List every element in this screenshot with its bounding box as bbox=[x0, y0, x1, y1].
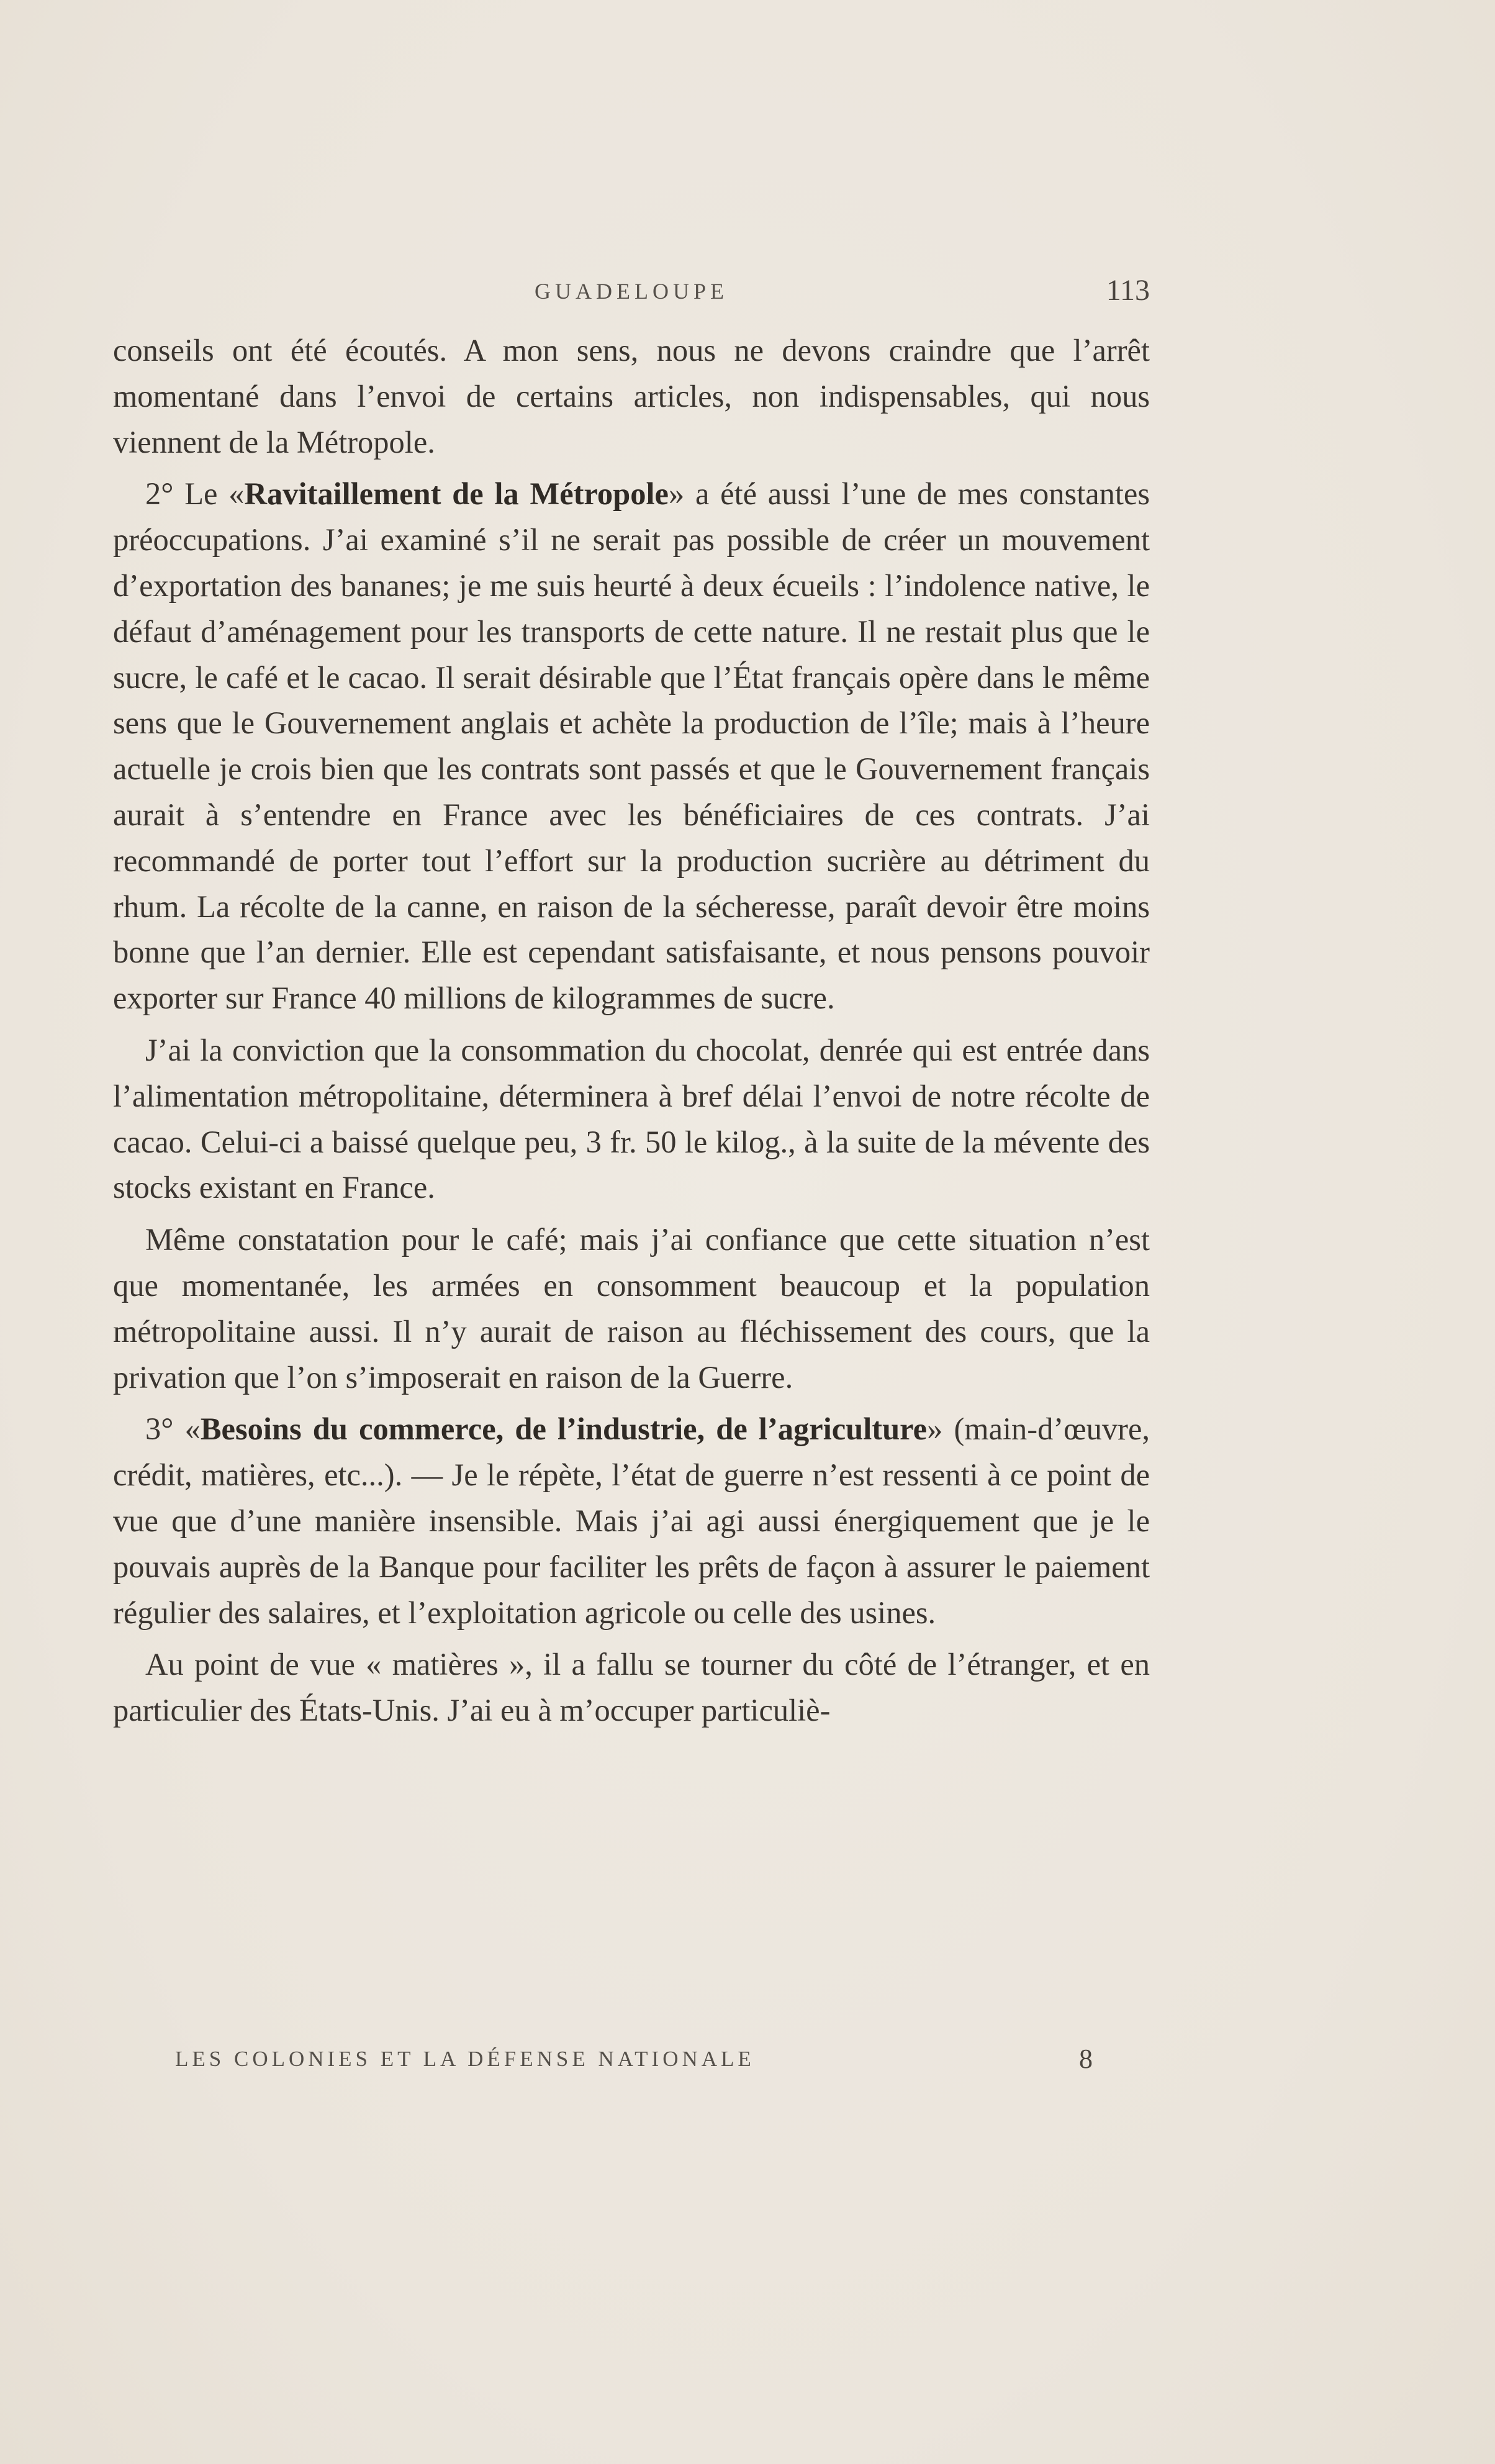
paragraph-besoins bbox=[113, 1406, 1150, 1636]
paragraph-body: » (main-d’œuvre, crédit, matières, etc...). — Je le répète, l’état de guerre n’est ressenti à ce point de vue que d’une manière insensible. Mais j’ai agi aussi énergiquement que je le pouvais auprès de la Banque pour faciliter les prêts de façon à assurer le paiement régulier des salaires, et l’exploitation agricole ou celle des usines. bbox=[113, 1411, 1150, 1630]
page-header bbox=[113, 273, 1150, 310]
paragraph-lead: 3° « bbox=[145, 1411, 201, 1447]
paragraph-body: » a été aussi l’une de mes constantes préoccupations. J’ai examiné s’il ne serait pas possible de créer un mouvement d’exportation des bananes; je me suis heurté à deux écueils : l’indolence native, le défaut d’aménagement pour les transports de cette nature. Il ne restait plus que le sucre, le café et le cacao. Il serait désirable que l’État français opère dans le même sens que le Gouvernement anglais et achète la production de l’île; mais à l’heure actuelle je crois bien que les contrats sont passés et que le Gouvernement français aurait à s’entendre en France avec les bénéficiaires de ces contrats. J’ai recommandé de porter tout l’effort sur la production sucrière au détriment du rhum. La récolte de la canne, en raison de la sécheresse, paraît devoir être moins bonne que l’an dernier. Elle est cependant satisfaisante, et nous pensons pouvoir exporter sur France 40 millions de kilogrammes de sucre. bbox=[113, 476, 1150, 1016]
paragraph-cafe: Même constatation pour le café; mais j’ai confiance que cette situation n’est que momentanée, les armées en consomment beaucoup et la population métropolitaine aussi. Il n’y aurait de raison au fléchissement des cours, que la privation que l’on s’imposerait en raison de la Guerre. bbox=[113, 1222, 1150, 1395]
paragraph-ravitaillement bbox=[113, 471, 1150, 1021]
page-number: 113 bbox=[1106, 274, 1150, 307]
signature-mark: 8 bbox=[1079, 2044, 1093, 2074]
section-heading-ravitaillement: Ravitaillement de la Métropole bbox=[244, 476, 669, 512]
running-title: GUADELOUPE bbox=[535, 279, 728, 304]
paragraph-chocolat: J’ai la conviction que la consommation du chocolat, denrée qui est entrée dans l’alimentation métropolitaine, déterminera à bref délai l’envoi de notre récolte de cacao. Celui-ci a baissé quelque peu, 3 fr. 50 le kilog., à la suite de la mévente des stocks existant en France. bbox=[113, 1032, 1150, 1205]
page-footer bbox=[113, 2043, 1150, 2080]
paragraph-lead: 2° Le « bbox=[145, 476, 245, 512]
paragraph-continuation: conseils ont été écoutés. A mon sens, nous ne devons craindre que l’arrêt momentané dans l’envoi de certains articles, non indispensables, qui nous viennent de la Métropole. bbox=[113, 333, 1150, 460]
body-text bbox=[113, 328, 1150, 1740]
footer-title: LES COLONIES ET LA DÉFENSE NATIONALE bbox=[175, 2047, 755, 2071]
paragraph-matieres: Au point de vue « matières », il a fallu se tourner du côté de l’étranger, et en particulier des États-Unis. J’ai eu à m’occuper particuliè- bbox=[113, 1647, 1150, 1728]
section-heading-besoins: Besoins du commerce, de l’industrie, de l’agriculture bbox=[200, 1411, 928, 1447]
